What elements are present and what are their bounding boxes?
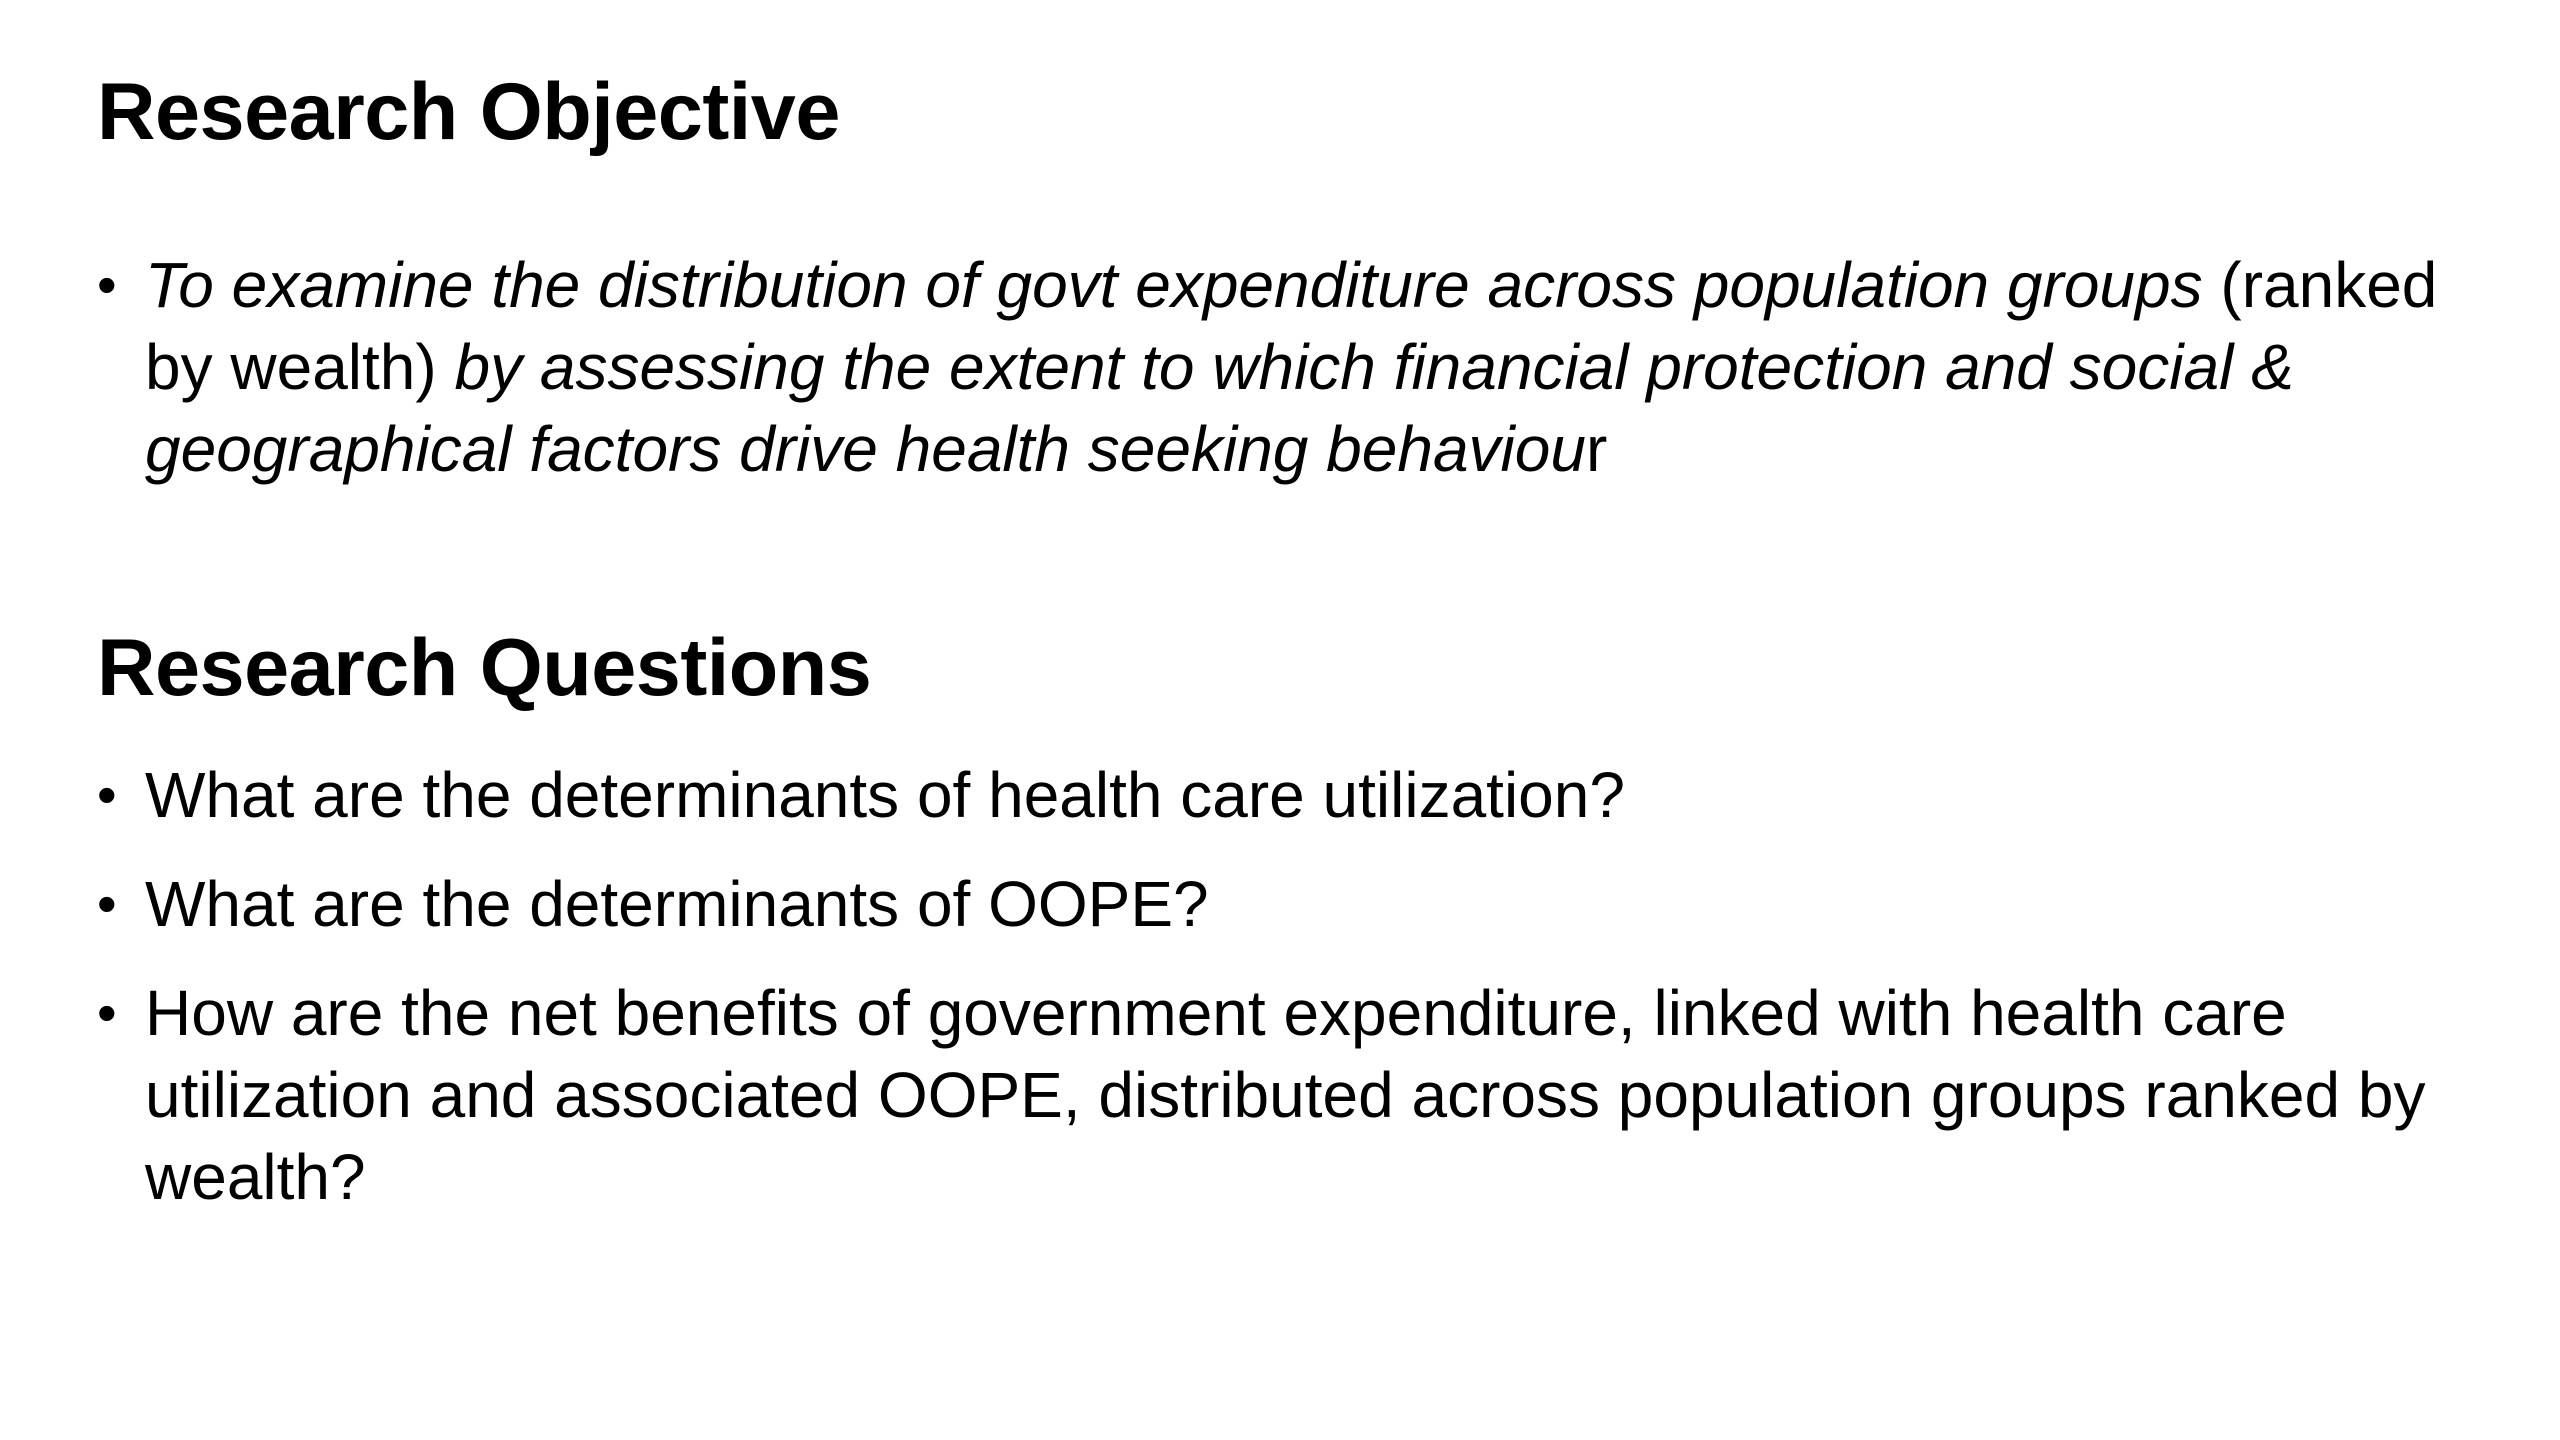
objective-list [97,244,2517,490]
research-objective-heading: Research Objective [97,67,840,157]
question-text: What are the determinants of health care utilization? [145,759,1625,831]
question-text: How are the net benefits of government expenditure, linked with health care utilization and associated OOPE, distributed across population groups ranked by wealth? [145,977,2426,1213]
research-questions-heading: Research Questions [97,623,872,713]
objective-text-part: (ranked by wealth) [145,249,2438,403]
bullet-dot-icon: • [97,253,117,316]
questions-list [97,754,2517,1218]
question-item [97,754,2517,836]
objective-text-part: by assessing the extent to which financial protection and social & geographical factors drive health seeking behaviou [145,331,2294,485]
objective-text-part: r [1585,413,1608,485]
question-item [97,972,2517,1218]
objective-text-part: To examine the distribution of govt expenditure across population groups [145,249,2221,321]
question-item [97,863,2517,945]
bullet-dot-icon: • [97,763,117,826]
objective-bullet [97,244,2517,490]
bullet-dot-icon: • [97,981,117,1044]
bullet-dot-icon: • [97,872,117,935]
question-text: What are the determinants of OOPE? [145,868,1209,940]
